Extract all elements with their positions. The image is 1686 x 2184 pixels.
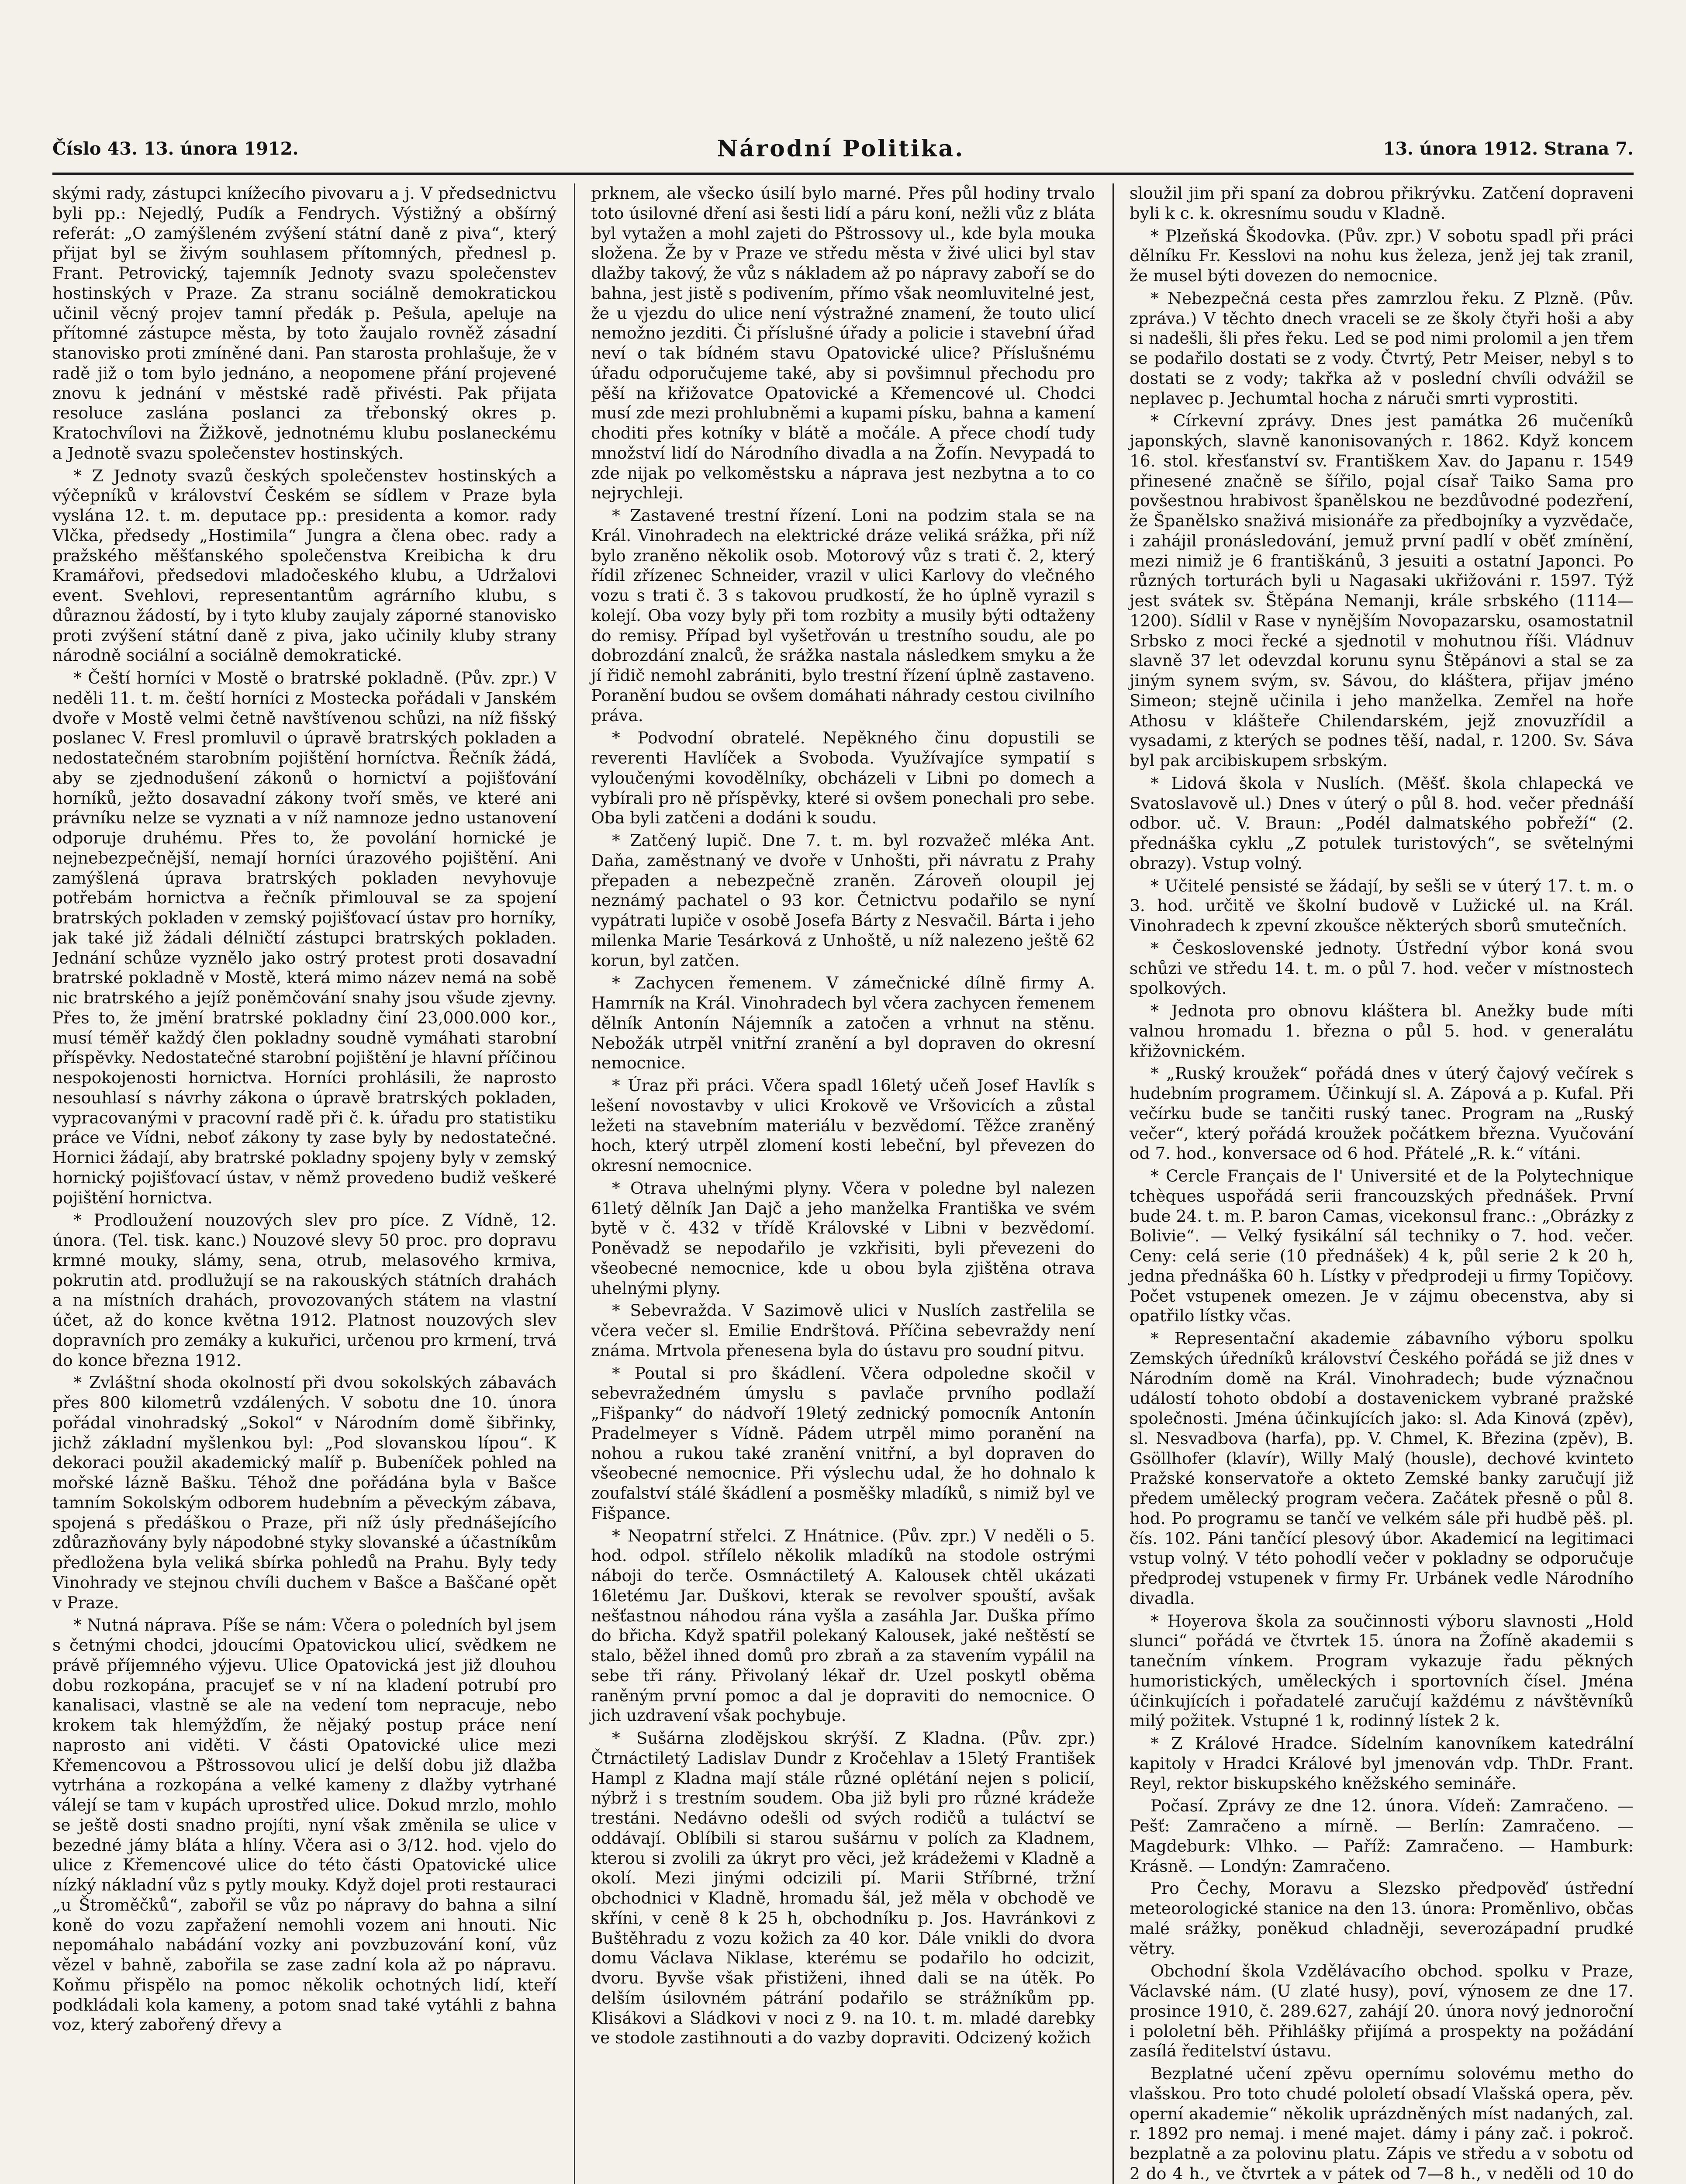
masthead-title: Národní Politika. [717,135,965,162]
column-1 [52,183,556,2184]
article-paragraph: * Otrava uhelnými plyny. Včera v poledne byl nalezen 61letý dělník Jan Dajč a jeho manželka Františka ve svém bytě v č. 432 v třídě Královské v Libni v bezvědomí. Poněvadž se nepodařilo je vzkřisiti, byli převezeni do všeobecné nemocnice, kde u obou byla zjištěna otrava uhelnými plyny. [591,1178,1095,1298]
article-paragraph: Pro Čechy, Moravu a Slezsko předpověď ústřední meteorologické stanice na den 13. února: Proměnlivo, občas malé srážky, poněkud chladněji, severozápadní prudké větry. [1130,1879,1634,1958]
article-paragraph: * Učitelé pensisté se žádají, by sešli se v úterý 17. t. m. o 3. hod. určitě ve školní budově v Lužické ul. na Král. Vinohradech k zpevní zkoušce některých sborů smutečních. [1130,876,1634,935]
article-paragraph: * Zatčený lupič. Dne 7. t. m. byl rozvažeč mléka Ant. Daňa, zaměstnaný ve dvoře v Unhošti, při návratu z Prahy přepaden a nebezpečně zraněn. Zároveň oloupil jej neznámý pachatel o 93 kor. Četnictvu podařilo se nyní vypátrati lupiče v osobě Josefa Bárty z Nesvačil. Bárta i jeho milenka Marie Tesárková z Unhoště, u níž nalezeno ještě 62 korun, byl zatčen. [591,831,1095,970]
article-paragraph: Bezplatné učení zpěvu opernímu solovému metho do vlašskou. Pro toto chudé pololetí obsadí Vlašská opera, pěv. operní akademie“ několik uprázdněných míst nadaných, zal. r. 1892 pro nemaj. i mené majet. dámy i pány zač. i pokroč. bezplatně a za polovinu platu. Zápis ve středu a v sobotu od 2 do 4 h., ve čtvrtek a v pátek od 7—8 h., v neděli od 10 do [1130,2064,1634,2183]
article-paragraph: * Jednota pro obnovu kláštera bl. Anežky bude míti valnou hromadu 1. března o půl 5. hod. v generalátu křižovnickém. [1130,1001,1634,1061]
article-paragraph: * Plzeňská Škodovka. (Pův. zpr.) V sobotu spadl při práci dělníku Fr. Kesslovi na nohu kus železa, jenž jej tak zranil, že musel býti dovezen do nemocnice. [1130,226,1634,285]
article-paragraph: * Prodloužení nouzových slev pro píce. Z Vídně, 12. února. (Tel. tisk. kanc.) Nouzové slevy 50 proc. pro dopravu krmné mouky, slámy, sena, otrub, melasového krmiva, pokrutin atd. prodlužují se na rakouských státních drahách a na místních drahách, provozovaných státem na vlastní účet, až do konce května 1912. Platnost nouzových slev dopravních pro zemáky a kukuřici, určenou pro krmení, trvá do konce března 1912. [52,1210,556,1370]
article-paragraph: * Nebezpečná cesta přes zamrzlou řeku. Z Plzně. (Pův. zpráva.) V těchto dnech vraceli se ze školy čtyři hoši a aby si nadešli, šli přes řeku. Led se pod nimi prolomil a jen třem se podařilo dostati se z vody. Čtvrtý, Petr Meiser, nebyl s to dostati se z vody; takřka až v poslední chvíli odvážil se neplavec p. Jechumtal hocha z náruči smrti vyprostiti. [1130,288,1634,408]
article-paragraph: * Z Králové Hradce. Sídelním kanovníkem katedrální kapitoly v Hradci Králové byl jmenován vdp. ThDr. Frant. Reyl, rektor biskupského kněžského semináře. [1130,1734,1634,1793]
article-paragraph: * „Ruský kroužek“ pořádá dnes v úterý čajový večírek s hudebním programem. Účinkují sl. A. Zápová a p. Kufal. Při večírku bude se tančiti ruský tanec. Program na „Ruský večer“, který pořádá kroužek počátkem března. Vyučování od 7. hod., konversace od 6 hod. Přátelé „R. k.“ vítáni. [1130,1064,1634,1163]
article-paragraph: Počasí. Zprávy ze dne 12. února. Vídeň: Zamračeno. — Pešť: Zamračeno a mírně. — Berlín: Zamračeno. — Magdeburk: Vlhko. — Paříž: Zamračeno. — Hamburk: Krásně. — Londýn: Zamračeno. [1130,1796,1634,1876]
article-paragraph: * Církevní zprávy. Dnes jest památka 26 mučeníků japonských, slavně kanonisovaných r. 1862. Když koncem 16. stol. křesťanství sv. Františkem Xav. do Japanu r. 1549 přinesené značně se šířilo, pojal císař Taiko Sama pro povšestnou hrabivost španělskou ne bezdůvodné podezření, že Španělsko snaživá misionáře za předbojníky a vyzvědače, i zahájil pronásledování, jemuž první padlí v oběť zmínění, mezi nimiž je 6 františkánů, 3 jesuiti a ostatní Japonci. Po různých torturách byli u Nagasaki ukřižováni r. 1597. Týž jest svátek sv. Štěpána Nemanji, krále srbského (1114—1200). Sídlil v Rase v nynějším Novopazarsku, osamostatnil Srbsko z moci řecké a sjednotil v mohutnou říši. Vládnuv slavně 37 let odevzdal korunu synu Štěpánovi a stal se za jiným synem svým, sv. Sávou, do kláštera, přijav jméno Simeon; stejně učinila i jeho manželka. Zemřel na hoře Athosu v klášteře Chilendarském, jejž znovuzřídil a vysadami, z kterých se podnes těší, nadal, r. 1200. Sv. Sáva byl pak arcibiskupem srbským. [1130,411,1634,770]
article-paragraph: * Úraz při práci. Včera spadl 16letý učeň Josef Havlík s lešení novostavby v ulici Krokově ve Vršovicích a zůstal ležeti na stavebním materiálu v bezvědomí. Těžce zraněný hoch, který utrpěl zlomení kosti lebeční, byl převezen do okresní nemocnice. [591,1076,1095,1175]
article-paragraph: * Representační akademie zábavního výboru spolku Zemských úředníků království Českého pořádá se již dnes v Národním domě na Král. Vinohradech; bude význačnou událostí tohoto období a dostavenickem vybrané pražské společnosti. Jména účinkujících jako: sl. Ada Kinová (zpěv), sl. Nesvadbova (harfa), pp. V. Chmel, K. Březina (zpěv), B. Gsöllhofer (klavír), Willy Malý (housle), dechové kvinteto Pražské konservatoře a okteto Zemské banky zaručují již předem umělecký program večera. Začátek přesně o půl 8. hod. Po programu se tančí ve velkém sále při hudbě pěš. pl. čís. 102. Páni tančící plesový úbor. Akademicí na legitimaci vstup volný. V této pohodlí večer v pokladny se odporučuje předprodej vstupenek v firmy Fr. Urbánek vedle Národního divadla. [1130,1329,1634,1608]
article-paragraph: * Neopatrní střelci. Z Hnátnice. (Pův. zpr.) V neděli o 5. hod. odpol. střílelo několik mladíků na stodole ostrými náboji do terče. Osmnáctiletý A. Kalousek chtěl ukázati 16letému Jar. Duškovi, kterak se revolver spouští, avšak nešťastnou náhodou rána vyšla a zasáhla Jar. Duška přímo do břicha. Když spatřil polekaný Kalousek, jaké neštěstí se stalo, běžel ihned domů pro zbraň a za stavením vypálil na sebe tři rány. Přivolaný lékař dr. Uzel poskytl oběma raněným první pomoc a dal je dopraviti do nemocnice. O jich uzdravení však pochybuje. [591,1526,1095,1725]
article-paragraph: * Sebevražda. V Sazimově ulici v Nuslích zastřelila se včera večer sl. Emilie Endrštová. Příčina sebevraždy není známa. Mrtvola přenesena byla do ústavu pro soudní pitvu. [591,1301,1095,1360]
article-paragraph: * Cercle Français de l' Université et de la Polytechnique tchèques uspořádá serii francouzských přednášek. První bude 24. t. m. P. baron Camas, vicekonsul franc.: „Obrázky z Bolivie“. — Velký fysikální sál techniky o 7. hod. večer. Ceny: celá serie (10 přednášek) 4 k, půl serie 2 k 20 h, jedna přednáška 60 h. Lístky v předprodeji u firmy Topičovy. Počet vstupenek omezen. Je v zájmu obecenstva, aby si opatřilo lístky včas. [1130,1166,1634,1326]
article-paragraph: * Poutal si pro škádlení. Včera odpoledne skočil v sebevražedném úmyslu s pavlače prvního podlaží „Fišpanky“ do nádvoří 19letý zednický pomocník Antonín Pradelmeyer s Vídně. Pádem utrpěl mimo poranění na nohou a rukou také zranění vnitřní, a byl dopraven do všeobecné nemocnice. Při výslechu udal, že ho dohnalo k zoufalství stálé škádlení a posměšky mladíků, s nimiž byl ve Fišpance. [591,1363,1095,1523]
article-paragraph: Obchodní škola Vzdělávacího obchod. spolku v Praze, Václavské nám. (U zlaté husy), poví, výnosem ze dne 17. prosince 1910, č. 289.627, zahájí 20. února nový jednoroční i pololetní běh. Přihlášky přijímá a prospekty na požádání zasílá ředitelství ústavu. [1130,1961,1634,2061]
column-3 [1112,183,1634,2184]
article-paragraph: * Zastavené trestní řízení. Loni na podzim stala se na Král. Vinohradech na elektrické dráze veliká srážka, při níž bylo zraněno několik osob. Motorový vůz s trati č. 2, který řídil zřízenec Schneider, vrazil v ulici Karlovy do vlečného vozu s trati č. 3 s takovou prudkostí, že ho úplně vyrazil s kolejí. Oba vozy byly při tom rozbity a musily býti odtaženy do remisy. Případ byl vyšetřován u trestního soudu, ale po dobrozdání znalců, že srážka nastala následkem smyku a že jí řidič nemohl zabrániti, bylo trestní řízení úplně zastaveno. Poranění budou se ovšem domáhati náhrady cestou civilního práva. [591,506,1095,725]
article-paragraph: sloužil jim při spaní za dobrou přikrývku. Zatčení dopraveni byli k c. k. okresnímu soudu v Kladně. [1130,183,1634,223]
issue-number: Číslo 43. 13. února 1912. [52,138,299,159]
article-paragraph: * Z Jednoty svazů českých společenstev hostinských a výčepníků v království Českém se sídlem v Praze byla vyslána 12. t. m. deputace pp.: presidenta a komor. rady Vlčka, předsedy „Hostimila“ Jungra a člena obec. rady a pražského měšťanského společenstva Kreibicha k dru Kramářovi, předsedovi mladočeského klubu, a Udržalovi event. Svehlovi, representantům agrárního klubu, s důraznou žádostí, by i tyto kluby zaujaly záporné stanovisko proti zvýšení státní daně z piva, jako učinily kluby strany národně sociální a sociálně demokratické. [52,466,556,665]
text-columns [52,183,1634,2184]
article-paragraph: * Hoyerova škola za součinnosti výboru slavnosti „Hold slunci“ pořádá ve čtvrtek 15. února na Žofíně akademii s tanečním vínkem. Program vykazuje řadu pěkných humoristických, uměleckých i sportovních čísel. Jména účinkujících i pořadatelé zaručují každému z návštěvníků milý požitek. Vstupné 1 k, rodinný lístek 2 k. [1130,1611,1634,1731]
article-paragraph: * Lidová škola v Nuslích. (Měšť. škola chlapecká ve Svatoslavově ul.) Dnes v úterý o půl 8. hod. večer přednáší odbor. uč. V. Braun: „Podél dalmatského pobřeží“ (2. přednáška cyklu „Z potulek turistových“, se světelnými obrazy). Vstup volný. [1130,773,1634,873]
page-header [52,124,1634,175]
article-paragraph: prknem, ale všecko úsilí bylo marné. Přes půl hodiny trvalo toto úsilovné dření asi šesti lidí a páru koní, nežli vůz z bláta byl vytažen a mohl zajeti do Pštrossovy ul., kde byla mouka složena. Že by v Praze ve středu města v živé ulici byl stav dlažby takový, že vůz s nákladem až po nápravy zaboří se do bahna, jest jistě s podivením, přímo však neomluvitelné jest, že u vjezdu do ulice není výstražné znamení, že touto ulicí nemožno jezditi. Či příslušné úřady a policie i stavební úřad neví o tak bídném stavu Opatovické ulice? Příslušnému úřadu odporučujeme také, aby si povšimnul přechodu pro pěší na křižovatce Opatovické a Křemencové ul. Chodci musí zde mezi prohlubněmi a kupami písku, bahna a kamení choditi přes kotníky v blátě a močále. A přece chodí tudy množství lidí do Národního divadla a na Žofín. Nevypadá to zde nijak po velkoměstsku a náprava jest nezbytna a to co nejrychleji. [591,183,1095,503]
article-paragraph: * Zachycen řemenem. V zámečnické dílně firmy A. Hamrník na Král. Vinohradech byl včera zachycen řemenem dělník Antonín Nájemník a zatočen a vrhnut na stěnu. Nebožák utrpěl vnitřní zranění a byl dopraven do okresní nemocnice. [591,973,1095,1073]
article-paragraph: * Zvláštní shoda okolností při dvou sokolských zábavách přes 800 kilometrů vzdálených. V sobotu dne 10. února pořádal vinohradský „Sokol“ v Národním domě šibřinky, jichž základní myšlenkou byl: „Pod slovanskou lípou“. K dekoraci použil akademický malíř p. Bubeníček pohled na mořské lázně Bašku. Téhož dne pořádána byla v Bašce tamním Sokolským odborem hudebním a pěveckým zábava, spojená s předáškou o Praze, při níž úsly přednášejícího zdůrazňovány byly nápodobné styky slovanské a účastníkům předložena byla veliká sbírka pohledů na Prahu. Byly tedy Vinohrady ve stejnou chvíli duchem v Bašce a Baščané opět v Praze. [52,1373,556,1612]
column-2 [574,183,1095,2184]
article-paragraph: * Čeští horníci v Mostě o bratrské pokladně. (Pův. zpr.) V neděli 11. t. m. čeští horníci z Mostecka pořádali v Janském dvoře v Mostě velmi četně navštívenou schůzi, na níž fišský poslanec V. Fresl promluvil o úpravě bratrských pokladen a nedostatečném starobním pojištění horníctva. Řečník žádá, aby se zjednodušení zákonů o hornictví a pojišťování horníků, ježto dosavadní zákony tvoří směs, ve které ani právníku nelze se vyznati a v níž namnoze jedno ustanovení odporuje druhému. Přes to, že povolání hornické je nejnebezpečnější, nemají horníci úrazového pojištění. Ani zamýšlená úprava bratrských pokladen nevyhovuje potřebám hornictva a řečník přimlouval se za spojení bratrských pokladen v zemský pojišťovací ústav pro horníky, jak také již žádali délničtí zástupci bratrských pokladen. Jednání schůze vyznělo jako ostrý protest proti dosavadní bratrské pokladně v Mostě, která mimo název nemá na sobě nic bratrského a jejíž poněmčování snahy jsou všude zjevny. Přes to, že jmění bratrské pokladny činí 23,000.000 kor., musí téměř každý člen pokladny soudně vymáhati starobní příspěvky. Nedostatečné starobní pojištění je hlavní příčinou nespokojenosti hornictva. Horníci prohlásili, že naprosto nesouhlasí s návrhy zákona o úpravě bratrských pokladen, vypracovanými v pracovní radě při č. k. úřadu pro statistiku práce ve Vídni, neboť zákony ty zase byly by nedostatečné. Hornici žádají, aby bratrské pokladny spojeny byly v zemský hornický pojišťovací ústav, v němž provedeno budiž veškeré pojištění hornictva. [52,668,556,1207]
article-paragraph: * Podvodní obratelé. Nepěkného činu dopustili se reverenti Havlíček a Svoboda. Využívajíce sympatií s vyloučenými kovodělníky, obcházeli v Libni po domech a vybírali pro ně příspěvky, které si ovšem ponechali pro sebe. Oba byli zatčeni a dodáni k soudu. [591,728,1095,828]
article-paragraph: * Československé jednoty. Ústřední výbor koná svou schůzi ve středu 14. t. m. o půl 7. hod. večer v místnostech spolkových. [1130,938,1634,998]
article-paragraph: * Sušárna zlodějskou skrýší. Z Kladna. (Pův. zpr.) Čtrnáctiletý Ladislav Dundr z Kročehlav a 15letý František Hampl z Kladna mají stále různé oplétání nejen s policií, nýbrž i s trestním soudem. Oba již byli pro různé krádeže trestáni. Nedávno odešli od svých rodičů a tuláctví se oddávají. Oblíbili si starou sušárnu v polích za Kladnem, kterou si zvolili za úkryt pro věci, jež krádežemi v Kladně a okolí. Mezi jinými odcizili pí. Marii Stříbrné, tržní obchodnici v Kladně, hromadu šál, jež měla v obchodě ve skříni, v ceně 8 k 25 h, obchodníku p. Jos. Havránkovi z Buštěhradu z vozu kožich za 40 kor. Dále vnikli do dvora domu Václava Niklase, kterému se podařilo ho odcizit, dvoru. Byvše však přistiženi, ihned dali se na útěk. Po delším úsilovném pátrání podařilo se strážníkům pp. Klisákovi a Sládkovi v noci z 9. na 10. t. m. mladé darebky ve stodole zastihnouti a do vazby dopraviti. Odcizený kožich [591,1728,1095,2048]
article-paragraph: skými rady, zástupci knížecího pivovaru a j. V předsednictvu byli pp.: Nejedlý, Pudík a Fendrych. Výstižný a obšírný referát: „O zamýšleném zvýšení státní daně z piva“, který přijat byl se živým souhlasem přítomných, přednesl p. Frant. Petrovický, tajemník Jednoty svazu společenstev hostinských v Praze. Za stranu sociálně demokratickou učinil věcný projev tamní předák p. Pešula, apeluje na přítomné zástupce města, by toto žaujalo rovněž zásadní stanovisko proti zmíněné dani. Pan starosta prohlašuje, že v radě již o tom bylo jednáno, a neopomene přání projevené znovu k jednání v městské radě přivésti. Pak přijata resoluce zaslána poslanci za třebonský okres p. Kratochvílovi na Žižkově, jednotnému klubu poslaneckému a Jednotě svazu společenstev hostinských. [52,183,556,463]
article-paragraph: * Nutná náprava. Píše se nám: Včera o poledních byl jsem s četnými chodci, jdoucími Opatovickou ulicí, svědkem ne právě příjemného výjevu. Ulice Opatovická jest již dlouhou dobu rozkopána, pracujeť se v ní na kladení potrubí pro kanalisaci, vlastně se ale na vedení tom nepracuje, nebo krokem tak hlemýžďím, že nějaký postup práce není naprosto ani viděti. V části Opatovické ulice mezi Křemencovou a Pštrossovou ulicí je delší dobu již dlažba vytrhána a rozkopána a velké kameny z dlažby vytrhané válejí se tam v kupách uprostřed ulice. Dokud mrzlo, mohlo se ještě dosti snadno projíti, nyní však změnila se ulice v bezedné jámy bláta a hlíny. Včera asi o 3/12. hod. vjelo do ulice z Křemencové ulice do této části Opatovické ulice nízký nákladní vůz s pytly mouky. Když dojel proti restauraci „u Štroměčků“, zabořil se vůz po nápravy do bahna a silní koně do vozu zapřažení nemohli vozem ani hnouti. Nic nepomáhalo nabádání vozky ani povzbuzování koní, vůz vězel v bahně, zabořila se zase zadní kola až po nápravu. Koňmu přispělo na pomoc několik ochotných lidí, kteří podkládali kola kameny, a potom snad také vytáhli z bahna voz, který zabořený dřevy a [52,1615,556,2035]
date-and-page: 13. února 1912. Strana 7. [1383,138,1634,159]
